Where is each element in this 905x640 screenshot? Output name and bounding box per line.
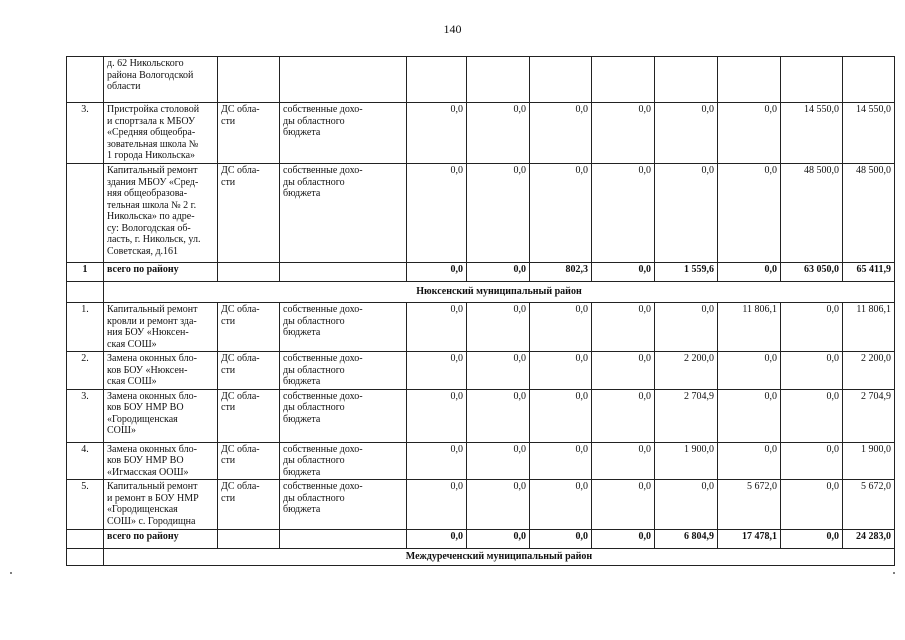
- row-number: 1.: [67, 303, 104, 352]
- recipient-cell: ДС обла- сти: [218, 352, 280, 390]
- amount-cell: 0,0: [467, 263, 530, 282]
- object-name: Замена оконных бло- ков БОУ НМР ВО «Городищенская СОШ»: [104, 389, 218, 442]
- amount-cell: 0,0: [530, 480, 592, 530]
- amount-cell: 0,0: [781, 530, 843, 549]
- recipient-cell: ДС обла- сти: [218, 442, 280, 480]
- amount-cell: 5 672,0: [843, 480, 895, 530]
- amount-cell: 0,0: [407, 389, 467, 442]
- amount-cell: 0,0: [407, 442, 467, 480]
- amount-cell: 17 478,1: [718, 530, 781, 549]
- amount-cell: [530, 57, 592, 103]
- amount-cell: 0,0: [407, 303, 467, 352]
- table-row: [67, 389, 895, 442]
- row-number: [67, 530, 104, 549]
- budget-table: [66, 56, 895, 566]
- table-body: [67, 57, 895, 566]
- row-number: 3.: [67, 103, 104, 164]
- funding-source: [280, 530, 407, 549]
- row-number: [67, 57, 104, 103]
- amount-cell: 0,0: [467, 303, 530, 352]
- table-row: [67, 480, 895, 530]
- amount-cell: 0,0: [718, 103, 781, 164]
- funding-source: собственные дохо- ды областного бюджета: [280, 164, 407, 263]
- scan-speck: [10, 572, 12, 574]
- amount-cell: 0,0: [530, 442, 592, 480]
- object-name: д. 62 Никольского района Вологодской области: [104, 57, 218, 103]
- amount-cell: 0,0: [467, 480, 530, 530]
- amount-cell: 0,0: [407, 480, 467, 530]
- section-spacer-cell: [67, 549, 104, 566]
- object-name: Замена оконных бло- ков БОУ «Нюксен- ская СОШ»: [104, 352, 218, 390]
- row-number: 3.: [67, 389, 104, 442]
- funding-source: собственные дохо- ды областного бюджета: [280, 480, 407, 530]
- amount-cell: 0,0: [407, 352, 467, 390]
- amount-cell: 1 900,0: [655, 442, 718, 480]
- amount-cell: 14 550,0: [843, 103, 895, 164]
- scan-speck: [893, 572, 895, 574]
- amount-cell: 48 500,0: [843, 164, 895, 263]
- amount-cell: 48 500,0: [781, 164, 843, 263]
- object-name: Капитальный ремонт кровли и ремонт зда- ния БОУ «Нюксен- ская СОШ»: [104, 303, 218, 352]
- funding-source: [280, 263, 407, 282]
- amount-cell: 11 806,1: [843, 303, 895, 352]
- row-number: 4.: [67, 442, 104, 480]
- amount-cell: 11 806,1: [718, 303, 781, 352]
- funding-source: собственные дохо- ды областного бюджета: [280, 442, 407, 480]
- amount-cell: [592, 57, 655, 103]
- amount-cell: [407, 57, 467, 103]
- amount-cell: 0,0: [592, 389, 655, 442]
- amount-cell: [655, 57, 718, 103]
- amount-cell: 0,0: [467, 352, 530, 390]
- page-number: 140: [443, 22, 462, 36]
- funding-source: [280, 57, 407, 103]
- recipient-cell: ДС обла- сти: [218, 164, 280, 263]
- row-number: 2.: [67, 352, 104, 390]
- total-row: [67, 530, 895, 549]
- amount-cell: 0,0: [530, 389, 592, 442]
- recipient-cell: ДС обла- сти: [218, 303, 280, 352]
- amount-cell: 1 900,0: [843, 442, 895, 480]
- amount-cell: 0,0: [530, 103, 592, 164]
- row-number: 1: [67, 263, 104, 282]
- amount-cell: 0,0: [530, 352, 592, 390]
- amount-cell: 0,0: [592, 480, 655, 530]
- amount-cell: 0,0: [592, 263, 655, 282]
- amount-cell: 0,0: [407, 530, 467, 549]
- amount-cell: 0,0: [530, 164, 592, 263]
- amount-cell: 0,0: [592, 164, 655, 263]
- section-spacer-cell: [67, 282, 104, 303]
- amount-cell: 0,0: [718, 263, 781, 282]
- amount-cell: 0,0: [718, 389, 781, 442]
- amount-cell: 65 411,9: [843, 263, 895, 282]
- amount-cell: 0,0: [781, 480, 843, 530]
- table-row: [67, 164, 895, 263]
- amount-cell: 0,0: [781, 389, 843, 442]
- recipient-cell: [218, 57, 280, 103]
- amount-cell: 0,0: [655, 480, 718, 530]
- object-name: Замена оконных бло- ков БОУ НМР ВО «Игмасская ООШ»: [104, 442, 218, 480]
- amount-cell: 0,0: [655, 303, 718, 352]
- amount-cell: 24 283,0: [843, 530, 895, 549]
- amount-cell: [843, 57, 895, 103]
- amount-cell: 2 200,0: [655, 352, 718, 390]
- amount-cell: 2 704,9: [843, 389, 895, 442]
- amount-cell: 0,0: [592, 442, 655, 480]
- amount-cell: 0,0: [530, 530, 592, 549]
- object-name: Пристройка столовой и спортзала к МБОУ «Средняя общеобра- зовательная школа № 1 города Никольска»: [104, 103, 218, 164]
- amount-cell: 0,0: [781, 352, 843, 390]
- section-header-row: [67, 549, 895, 566]
- table-row: [67, 442, 895, 480]
- amount-cell: 0,0: [655, 164, 718, 263]
- object-name: всего по району: [104, 263, 218, 282]
- amount-cell: [718, 57, 781, 103]
- amount-cell: 0,0: [407, 103, 467, 164]
- amount-cell: 0,0: [718, 352, 781, 390]
- amount-cell: 0,0: [655, 103, 718, 164]
- recipient-cell: ДС обла- сти: [218, 389, 280, 442]
- amount-cell: 0,0: [592, 103, 655, 164]
- section-header-row: [67, 282, 895, 303]
- object-name: всего по району: [104, 530, 218, 549]
- amount-cell: 802,3: [530, 263, 592, 282]
- amount-cell: 0,0: [592, 530, 655, 549]
- amount-cell: 0,0: [781, 442, 843, 480]
- amount-cell: [781, 57, 843, 103]
- section-title: Нюксенский муниципальный район: [104, 282, 895, 303]
- amount-cell: 0,0: [467, 103, 530, 164]
- amount-cell: 2 704,9: [655, 389, 718, 442]
- amount-cell: 0,0: [467, 530, 530, 549]
- table-row: [67, 303, 895, 352]
- amount-cell: [467, 57, 530, 103]
- funding-source: собственные дохо- ды областного бюджета: [280, 303, 407, 352]
- amount-cell: 0,0: [718, 164, 781, 263]
- object-name: Капитальный ремонт и ремонт в БОУ НМР «Городищенская СОШ» с. Городищна: [104, 480, 218, 530]
- amount-cell: 0,0: [467, 164, 530, 263]
- table-row: [67, 103, 895, 164]
- amount-cell: 0,0: [407, 263, 467, 282]
- amount-cell: 0,0: [530, 303, 592, 352]
- row-number: 5.: [67, 480, 104, 530]
- object-name: Капитальный ремонт здания МБОУ «Сред- няя общеобразова- тельная школа № 2 г. Никольска» по адре- су: Вологодская об- ласть, г. Никольск, ул. Советская, д.161: [104, 164, 218, 263]
- amount-cell: 0,0: [781, 303, 843, 352]
- amount-cell: 14 550,0: [781, 103, 843, 164]
- funding-source: собственные дохо- ды областного бюджета: [280, 352, 407, 390]
- funding-source: собственные дохо- ды областного бюджета: [280, 389, 407, 442]
- table-row: [67, 352, 895, 390]
- amount-cell: 0,0: [407, 164, 467, 263]
- amount-cell: 6 804,9: [655, 530, 718, 549]
- amount-cell: 0,0: [467, 442, 530, 480]
- recipient-cell: ДС обла- сти: [218, 103, 280, 164]
- amount-cell: 5 672,0: [718, 480, 781, 530]
- table-row: [67, 57, 895, 103]
- recipient-cell: [218, 263, 280, 282]
- recipient-cell: ДС обла- сти: [218, 480, 280, 530]
- amount-cell: 0,0: [718, 442, 781, 480]
- amount-cell: 0,0: [592, 352, 655, 390]
- row-number: [67, 164, 104, 263]
- amount-cell: 63 050,0: [781, 263, 843, 282]
- amount-cell: 0,0: [467, 389, 530, 442]
- recipient-cell: [218, 530, 280, 549]
- amount-cell: 2 200,0: [843, 352, 895, 390]
- funding-source: собственные дохо- ды областного бюджета: [280, 103, 407, 164]
- section-title: Междуреченский муниципальный район: [104, 549, 895, 566]
- amount-cell: 0,0: [592, 303, 655, 352]
- total-row: [67, 263, 895, 282]
- amount-cell: 1 559,6: [655, 263, 718, 282]
